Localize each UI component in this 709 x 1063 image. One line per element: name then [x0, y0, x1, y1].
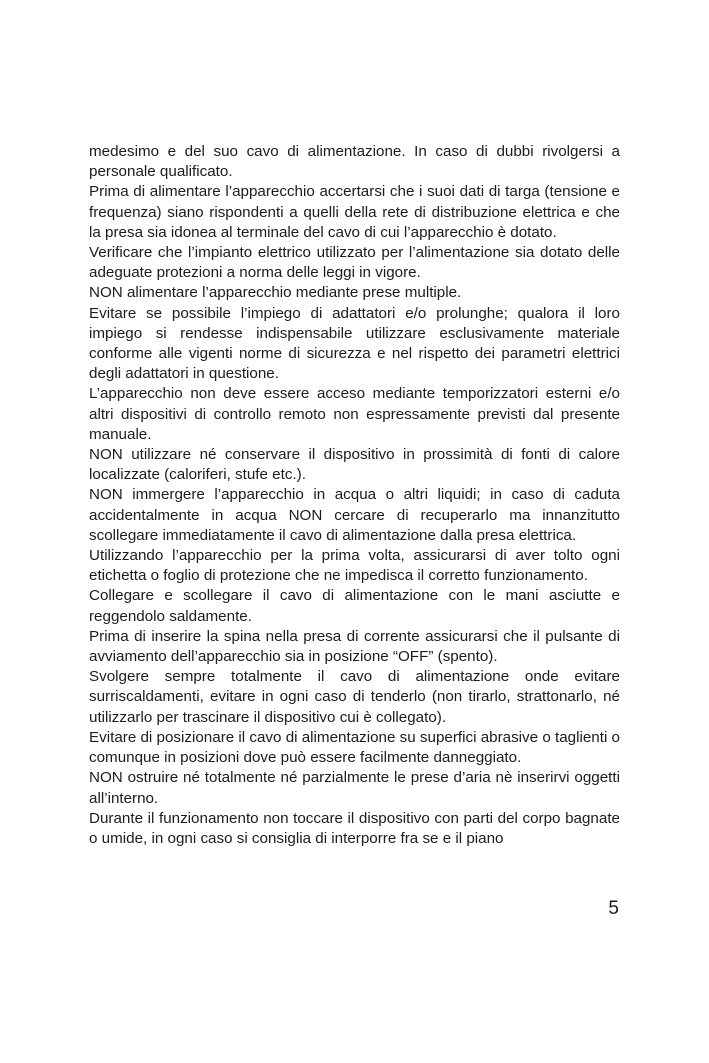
paragraph-air-vents: NON ostruire né totalmente né parzialmente le prese d’aria nè inserirvi oggetti all’interno. [89, 769, 620, 807]
paragraph-dry-hands: Collegare e scollegare il cavo di alimentazione con le mani asciutte e reggendolo saldamente. [89, 587, 620, 625]
paragraph-adapters: Evitare se possibile l’impiego di adattatori e/o prolunghe; qualora il loro impiego si rendesse indispensabile utilizzare esclusivamente materiale conforme alle vigenti norme di sicurezza e nel rispetto dei parametri elettrici degli adattatori in questione. [89, 304, 620, 383]
paragraph-continuation: medesimo e del suo cavo di alimentazione. In caso di dubbi rivolgersi a personale qualificato. [89, 143, 620, 181]
paragraph-first-use: Utilizzando l’apparecchio per la prima volta, assicurarsi di aver tolto ogni etichetta o foglio di protezione che ne impedisca il corretto funzionamento. [89, 547, 620, 585]
paragraph-check-ratings: Prima di alimentare l’apparecchio accertarsi che i suoi dati di targa (tensione e frequenza) siano rispondenti a quelli della rete di distribuzione elettrica e che la presa sia idonea al terminale del cavo di cui l’apparecchio è dotato. [89, 183, 620, 241]
paragraph-electrical-protection: Verificare che l’impianto elettrico utilizzato per l’alimentazione sia dotato delle adeguate protezioni a norma delle leggi in vigore. [89, 244, 620, 282]
paragraph-cable-placement: Evitare di posizionare il cavo di alimentazione su superfici abrasive o taglienti o comunque in posizioni dove può essere facilmente danneggiato. [89, 728, 620, 767]
paragraph-wet-hands: Durante il funzionamento non toccare il dispositivo con parti del corpo bagnate o umide, in ogni caso si consiglia di interporre fra se e il piano [89, 809, 620, 847]
paragraph-no-timers: L’apparecchio non deve essere acceso mediante temporizzatori esterni e/o altri dispositivi di controllo remoto non espressamente previsti dal presente manuale. [89, 385, 620, 443]
page-number: 5 [608, 898, 619, 919]
paragraph-switch-off: Prima di inserire la spina nella presa di corrente assicurarsi che il pulsante di avviamento dell’apparecchio sia in posizione “OFF” (spento). [89, 627, 620, 666]
paragraph-no-immersion: NON immergere l’apparecchio in acqua o altri liquidi; in caso di caduta accidentalmente in acqua NON cercare di recuperarlo ma innanzitutto scollegare immediatamente il cavo di alimentazione dalla presa elettrica. [89, 486, 620, 544]
paragraph-unwind-cable: Svolgere sempre totalmente il cavo di alimentazione onde evitare surriscaldamenti, evitare in ogni caso di tenderlo (non tirarlo, strattonarlo, né utilizzarlo per trascinare il dispositivo cui è collegato). [89, 668, 620, 726]
manual-page-body [89, 142, 620, 849]
paragraph-no-multiple-sockets: NON alimentare l’apparecchio mediante prese multiple. [89, 284, 462, 302]
paragraph-heat-sources: NON utilizzare né conservare il dispositivo in prossimità di fonti di calore localizzate (caloriferi, stufe etc.). [89, 446, 620, 484]
